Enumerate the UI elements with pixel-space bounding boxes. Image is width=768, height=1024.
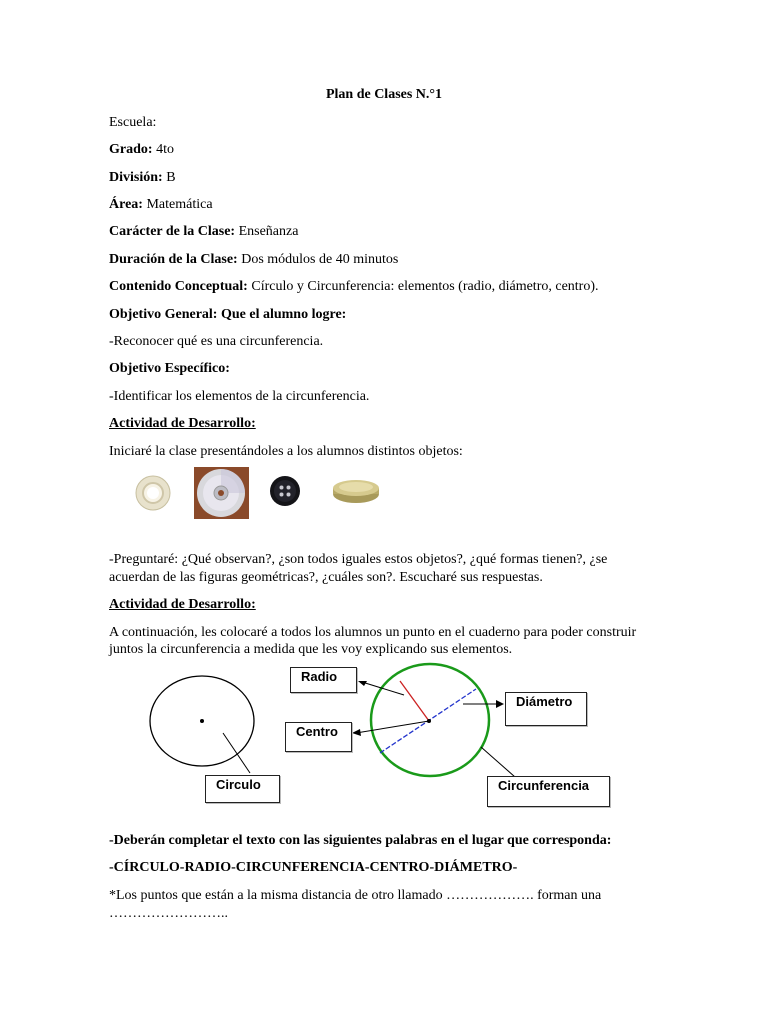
contenido-value: Círculo y Circunferencia: elementos (radio, diámetro, centro). [251, 279, 599, 294]
division-line [109, 169, 176, 186]
contenido-label: Contenido Conceptual: [109, 279, 248, 294]
objetivo-especifico-item: -Identificar los elementos de la circunferencia. [109, 389, 370, 404]
division-label: División: [109, 170, 163, 185]
objetivo-general-heading [109, 306, 346, 323]
ejercicio-sentence-1: *Los puntos que están a la misma distancia de otro llamado ………………. forman una [109, 888, 602, 903]
left-center-dot [200, 719, 204, 723]
actividad-heading-2: Actividad de Desarrollo: [109, 597, 256, 612]
cd-disc-image [194, 467, 249, 519]
duracion-label: Duración de la Clase: [109, 252, 238, 267]
escuela-line [109, 114, 156, 131]
actividad-heading-1: Actividad de Desarrollo: [109, 416, 256, 431]
division-value: B [166, 170, 176, 185]
tape-roll-image [130, 470, 176, 516]
centro-label: Centro [285, 722, 352, 752]
left-arrow-line [223, 733, 250, 773]
page-title: Plan de Clases N.°1 [325, 87, 443, 102]
questions-line-1: -Preguntaré: ¿Qué observan?, ¿son todos iguales estos objetos?, ¿qué formas tienen?, ¿se [109, 552, 608, 567]
area-label: Área: [109, 197, 143, 212]
duracion-line [109, 251, 398, 268]
duracion-value: Dos módulos de 40 minutos [241, 252, 399, 267]
actividad2-line-2: juntos la circunferencia a medida que les voy explicando sus elementos. [109, 642, 513, 657]
objetivo-especifico-heading [109, 360, 230, 377]
contenido-line [109, 278, 599, 295]
area-line [109, 196, 213, 213]
grado-value: 4to [156, 142, 174, 157]
ejercicio-sentence-2: …………………….. [109, 906, 228, 921]
actividad2-line-1: A continuación, les colocaré a todos los alumnos un punto en el cuaderno para poder construir [109, 625, 637, 640]
circle-diagram [0, 660, 768, 810]
ejercicio-instruction: -Deberán completar el texto con las siguientes palabras en el lugar que corresponda: [109, 833, 612, 848]
radio-label: Radio [290, 667, 357, 693]
grado-label: Grado: [109, 142, 153, 157]
objetivo-general-item: -Reconocer qué es una circunferencia. [109, 334, 324, 349]
objetivo-general-label: Objetivo General: Que el alumno logre: [109, 307, 347, 322]
grado-line [109, 141, 174, 158]
diametro-arrowhead [496, 700, 504, 708]
caracter-line [109, 223, 298, 240]
radio-arrow [362, 682, 404, 695]
radius-line [400, 681, 429, 721]
jar-lid-image [330, 476, 382, 506]
diametro-label: Diámetro [505, 692, 587, 726]
circunferencia-label: Circunferencia [487, 776, 610, 807]
area-value: Matemática [146, 197, 213, 212]
objetivo-especifico-label: Objetivo Específico: [109, 361, 230, 376]
caracter-value: Enseñanza [238, 224, 299, 239]
ejercicio-words: -CÍRCULO-RADIO-CIRCUNFERENCIA-CENTRO-DIÁMETRO- [109, 860, 518, 875]
questions-line-2: acuerdan de las figuras geométricas?, ¿cuáles son?. Escucharé sus respuestas. [109, 570, 543, 585]
button-image [266, 472, 304, 510]
escuela-label: Escuela: [109, 115, 157, 130]
circunferencia-arrow [481, 747, 515, 777]
circulo-label: Circulo [205, 775, 280, 803]
actividad-intro: Iniciaré la clase presentándoles a los alumnos distintos objetos: [109, 444, 463, 459]
centro-arrowhead [352, 729, 361, 736]
caracter-label: Carácter de la Clase: [109, 224, 236, 239]
